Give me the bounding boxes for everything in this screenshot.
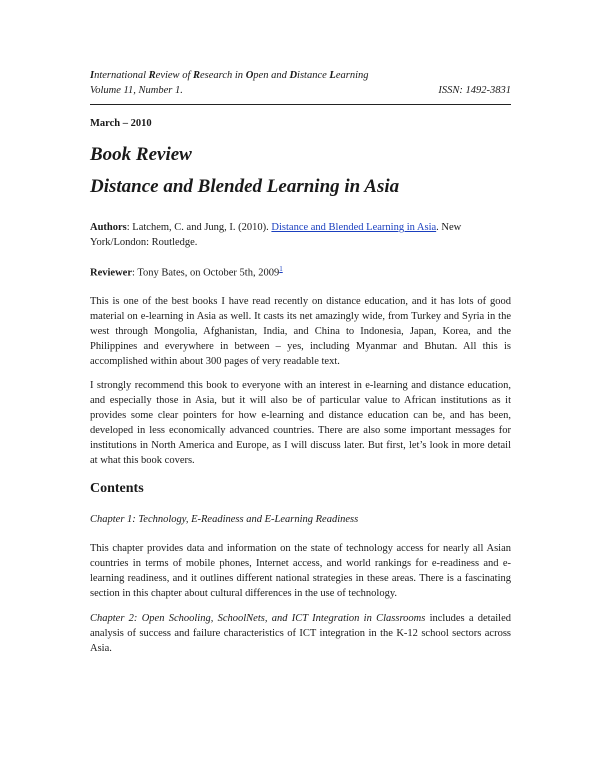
book-link[interactable]: Distance and Blended Learning in Asia (271, 222, 437, 233)
reviewer-line: Reviewer: Tony Bates, on October 5th, 2009$^1$ (90, 265, 283, 279)
journal-volume: Volume 11, Number 1. (90, 85, 183, 96)
chapter1-paragraph: This chapter provides data and information on the state of technology access for nearly all Asian countries in terms of mobile phones, Internet access, and world rankings for e-readiness and e-learning readiness, and it outlines different national strategies in these areas. There is a fascinating section in this chapter about cultural differences in the use of technology. (90, 543, 511, 599)
footnote-link[interactable]: 1 (279, 265, 283, 273)
journal-issn: ISSN: 1492-3831 (438, 85, 511, 96)
section-title: Book Review (90, 144, 192, 165)
chapter2-paragraph: Chapter 2: Open Schooling, SchoolNets, and ICT Integration in Classrooms includes a detailed analysis of success and failure characteristics of ICT integration in the K-12 school sectors across Asia. (90, 613, 511, 654)
contents-heading: Contents (90, 481, 144, 496)
journal-title: International Review of Research in Open and Distance Learning (90, 70, 369, 81)
reviewer-label: Reviewer (90, 267, 132, 279)
chapter1-heading: Chapter 1: Technology, E-Readiness and E-Learning Readiness (90, 514, 359, 525)
chapter2-heading: Chapter 2: Open Schooling, SchoolNets, and ICT Integration in Classrooms (90, 613, 426, 624)
book-title: Distance and Blended Learning in Asia (90, 176, 400, 197)
header-divider (90, 104, 511, 105)
recommendation-paragraph: I strongly recommend this book to everyone with an interest in e-learning and distance education, and especially those in Asia, but it will also be of particular value to African institutions as it provides some clear pointers for how e-learning and distance education can be, and has been, developed in less economically advanced countries. There are also some important messages for institutions in North America and Europe, as I will discuss later. But first, let’s look in more detail at what this book covers. (90, 380, 511, 466)
authors-label: Authors (90, 222, 127, 233)
intro-paragraph: This is one of the best books I have read recently on distance education, and it has lots of good material on e-learning in Asia as well. It casts its net amazingly wide, from Turkey and Syria in the west through Mongolia, Afghanistan, India, and China to Indonesia, Japan, Korea, and the Philippines and everywhere in between – yes, including Myanmar and Bhutan. All this is accomplished within about 300 pages of very readable text. (90, 296, 511, 367)
authors-line: Authors: Latchem, C. and Jung, I. (2010). Distance and Blended Learning in Asia. New York/London: Routledge. (90, 222, 462, 248)
issue-date: March – 2010 (90, 118, 152, 129)
